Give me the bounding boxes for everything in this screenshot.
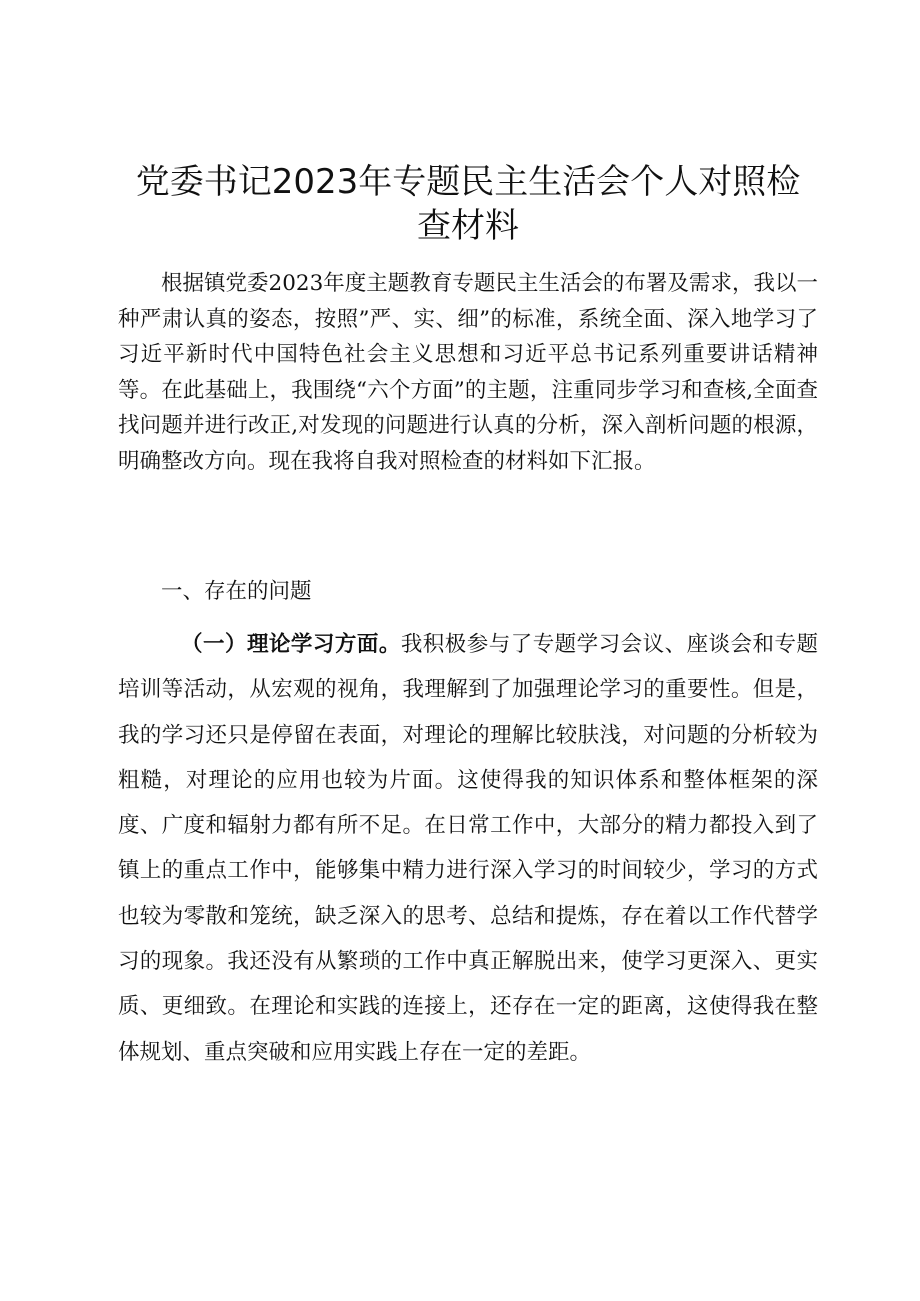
subsection-body: 我积极参与了专题学习会议、座谈会和专题培训等活动，从宏观的视角，我理解到了加强理论学习的重要性。但是，我的学习还只是停留在表面，对理论的理解比较肤浅，对问题的分析较为粗糙，对理论的应用也较为片面。这使得我的知识体系和整体框架的深度、广度和辐射力都有所不足。在日常工作中，大部分的精力都投入到了镇上的重点工作中，能够集中精力进行深入学习的时间较少，学习的方式也较为零散和笼统，缺乏深入的思考、总结和提炼，存在着以工作代替学习的现象。我还没有从繁琐的工作中真正解脱出来，使学习更深入、更实质、更细致。在理论和实践的连接上，还存在一定的距离，这使得我在整体规划、重点突破和应用实践上存在一定的差距。 [118, 632, 818, 1065]
document-title-line-2: 查材料 [417, 206, 519, 246]
document-title [118, 160, 818, 248]
subsection-heading: （一）理论学习方面。 [181, 632, 401, 657]
subsection-theory-study [118, 622, 818, 1075]
document-title-line-1: 党委书记2023年专题民主生活会个人对照检 [135, 162, 801, 202]
section-heading-existing-problems: 一、存在的问题 [161, 579, 312, 604]
intro-paragraph: 根据镇党委2023年度主题教育专题民主生活会的布署及需求，我以一种严肃认真的姿态，按照”严、实、细”的标准，系统全面、深入地学习了习近平新时代中国特色社会主义思想和习近平总书记系列重要讲话精神等。在此基础上，我围绕“六个方面”的主题，注重同步学习和查核,全面查找问题并进行改正,对发现的问题进行认真的分析，深入剖析问题的根源，明确整改方向。现在我将自我对照检查的材料如下汇报。 [118, 271, 818, 474]
